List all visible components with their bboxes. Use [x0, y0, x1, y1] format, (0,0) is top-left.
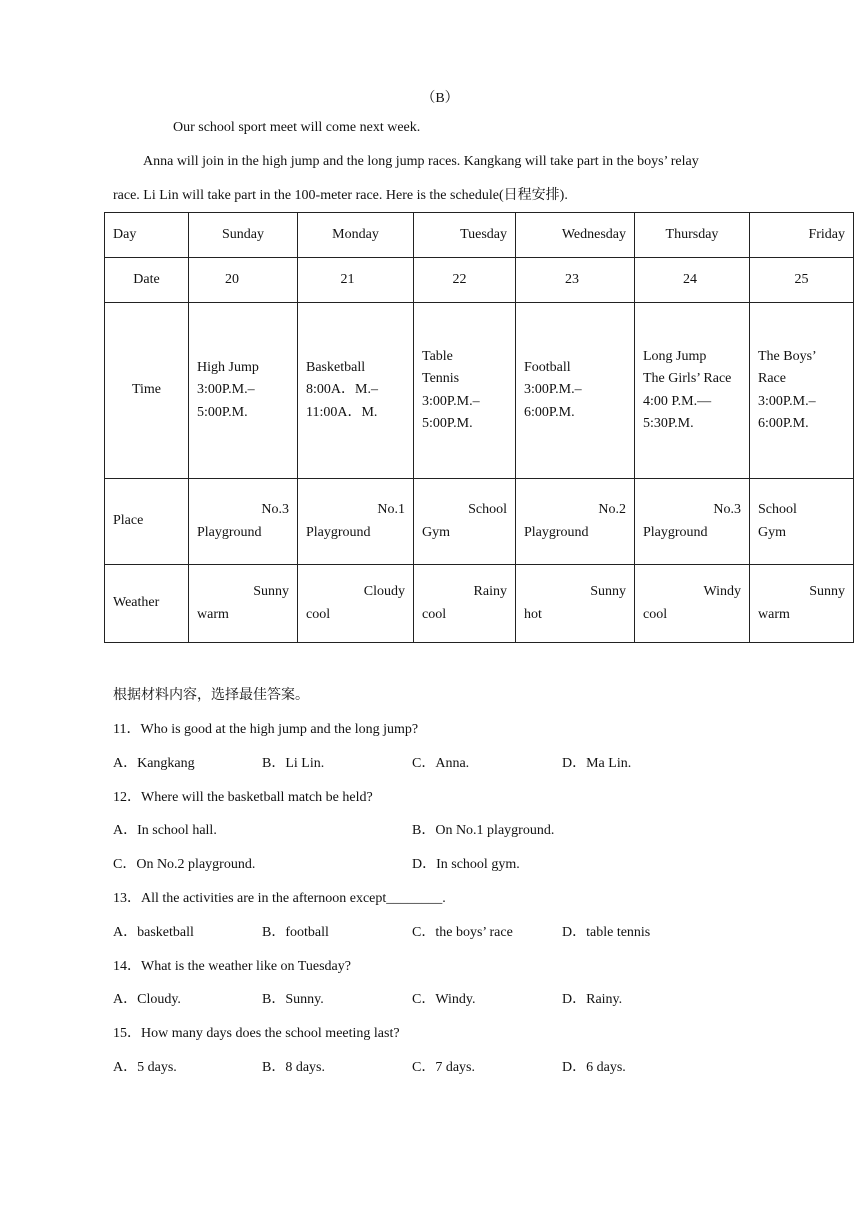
intro-paragraph-2: Anna will join in the high jump and the long jump races. Kangkang will take part in the boys’ relay — [143, 154, 699, 169]
table-cell — [750, 479, 854, 565]
table-cell: Thursday — [635, 213, 750, 258]
cell-line: Tennis — [422, 371, 460, 386]
answer-option[interactable]: A．basketball — [113, 925, 194, 940]
table-cell: 25 — [750, 258, 854, 303]
question-stem-15: 15．How many days does the school meeting last? — [113, 1026, 400, 1041]
answer-option[interactable]: C．7 days. — [412, 1060, 475, 1075]
cell-line: 3:00P.M.– — [422, 393, 480, 409]
answer-option[interactable]: B．football — [262, 925, 329, 940]
table-cell — [750, 303, 854, 479]
cell-line: cool — [306, 606, 331, 622]
table-row-date — [105, 258, 854, 303]
question-stem-11: 11．Who is good at the high jump and the long jump? — [113, 722, 419, 737]
section-label: （B） — [421, 91, 459, 106]
cell-line: 3:00P.M.– — [197, 382, 255, 398]
answer-option[interactable]: B．On No.1 playground. — [412, 823, 555, 838]
intro-paragraph-3: race. Li Lin will take part in the 100-meter race. Here is the schedule(日程安排). — [113, 188, 568, 203]
answer-option[interactable]: A．In school hall. — [113, 823, 217, 838]
cell-line: cool — [643, 606, 668, 622]
cell-line: Basketball — [306, 359, 366, 375]
cell-line: No.3 — [713, 502, 741, 517]
table-cell — [298, 479, 414, 565]
answer-option[interactable]: A．Kangkang — [113, 756, 195, 771]
answer-option[interactable]: B．Li Lin. — [262, 756, 325, 771]
cell-line: School — [468, 502, 507, 517]
cell-line: Rainy — [473, 584, 507, 599]
table-cell: Monday — [298, 213, 414, 258]
row-label-weather: Weather — [105, 565, 189, 643]
table-cell — [516, 565, 635, 643]
table-cell: 22 — [414, 258, 516, 303]
row-label-date: Date — [105, 258, 189, 303]
cell-line: Windy — [703, 584, 741, 599]
table-cell — [414, 479, 516, 565]
cell-line: No.3 — [261, 502, 289, 517]
cell-line: 3:00P.M.– — [758, 393, 816, 409]
cell-line: 11:00A．M. — [306, 404, 378, 420]
cell-line: No.1 — [377, 502, 405, 517]
table-cell — [635, 303, 750, 479]
answer-option[interactable]: D．Ma Lin. — [562, 756, 632, 771]
row-label-time: Time — [105, 303, 189, 479]
cell-line: 4:00 P.M.— — [643, 393, 712, 409]
cell-line: Sunny — [253, 584, 289, 599]
table-cell — [516, 303, 635, 479]
answer-option[interactable]: D．Rainy. — [562, 992, 623, 1007]
cell-line: Playground — [643, 524, 708, 540]
table-cell — [298, 303, 414, 479]
cell-line: Sunny — [809, 584, 845, 599]
question-stem-13: 13．All the activities are in the afternoon except________. — [113, 891, 446, 906]
cell-line: Playground — [524, 524, 589, 540]
cell-line: warm — [197, 606, 229, 622]
table-cell — [298, 565, 414, 643]
intro-paragraph-1: Our school sport meet will come next week. — [173, 120, 421, 135]
table-row-day — [105, 213, 854, 258]
schedule-table — [104, 212, 854, 643]
cell-line: 6:00P.M. — [758, 416, 809, 431]
cell-line: Sunny — [590, 584, 626, 599]
answer-option[interactable]: C．the boys’ race — [412, 925, 513, 940]
cell-line: Playground — [197, 524, 262, 540]
cell-line: Race — [758, 371, 786, 386]
table-cell — [414, 565, 516, 643]
row-label-day: Day — [105, 213, 189, 258]
table-cell — [635, 565, 750, 643]
answer-option[interactable]: D．6 days. — [562, 1060, 626, 1075]
row-label-place: Place — [105, 479, 189, 565]
cell-line: 8:00A．M.– — [306, 382, 378, 398]
question-stem-12: 12．Where will the basketball match be held? — [113, 790, 373, 805]
answer-option[interactable]: B．Sunny. — [262, 992, 324, 1007]
cell-line: Table — [422, 348, 453, 364]
answer-option[interactable]: D．In school gym. — [412, 857, 520, 872]
table-cell — [750, 565, 854, 643]
cell-line: warm — [758, 606, 790, 622]
cell-line: Gym — [422, 524, 450, 540]
table-cell — [414, 303, 516, 479]
answer-option[interactable]: C．On No.2 playground. — [113, 857, 256, 872]
cell-line: Long Jump — [643, 348, 707, 364]
answer-option[interactable]: A．Cloudy. — [113, 992, 181, 1007]
answer-option[interactable]: D．table tennis — [562, 925, 651, 940]
table-cell: Tuesday — [414, 213, 516, 258]
cell-line: Cloudy — [363, 584, 405, 599]
table-cell: Friday — [750, 213, 854, 258]
cell-line: 6:00P.M. — [524, 404, 575, 420]
table-cell — [189, 565, 298, 643]
cell-line: The Boys’ — [758, 348, 817, 364]
answer-option[interactable]: C．Windy. — [412, 992, 476, 1007]
table-cell: 24 — [635, 258, 750, 303]
answer-option[interactable]: A．5 days. — [113, 1060, 177, 1075]
cell-line: Football — [524, 359, 571, 375]
table-cell: Sunday — [189, 213, 298, 258]
cell-line: Gym — [758, 524, 786, 540]
question-stem-14: 14．What is the weather like on Tuesday? — [113, 959, 351, 974]
cell-line: cool — [422, 606, 447, 622]
cell-line: hot — [524, 606, 542, 622]
answer-option[interactable]: B．8 days. — [262, 1060, 325, 1075]
cell-line: High Jump — [197, 359, 259, 375]
cell-line: 5:30P.M. — [643, 416, 694, 431]
cell-line: No.2 — [598, 502, 626, 517]
table-cell: 20 — [189, 258, 298, 303]
cell-line: 3:00P.M.– — [524, 382, 582, 398]
table-cell: 21 — [298, 258, 414, 303]
cell-line: School — [758, 502, 797, 517]
cell-line: 5:00P.M. — [422, 416, 473, 431]
table-row-place — [105, 479, 854, 565]
table-cell — [516, 479, 635, 565]
table-cell — [635, 479, 750, 565]
cell-line: Playground — [306, 524, 371, 540]
table-cell: Wednesday — [516, 213, 635, 258]
question-instructions: 根据材料内容，选择最佳答案。 — [113, 688, 309, 703]
answer-option[interactable]: C．Anna. — [412, 756, 470, 771]
cell-line: The Girls’ Race — [643, 371, 732, 386]
table-cell — [189, 303, 298, 479]
table-row-weather — [105, 565, 854, 643]
table-cell — [189, 479, 298, 565]
table-row-time — [105, 303, 854, 479]
cell-line: 5:00P.M. — [197, 404, 248, 420]
table-cell: 23 — [516, 258, 635, 303]
